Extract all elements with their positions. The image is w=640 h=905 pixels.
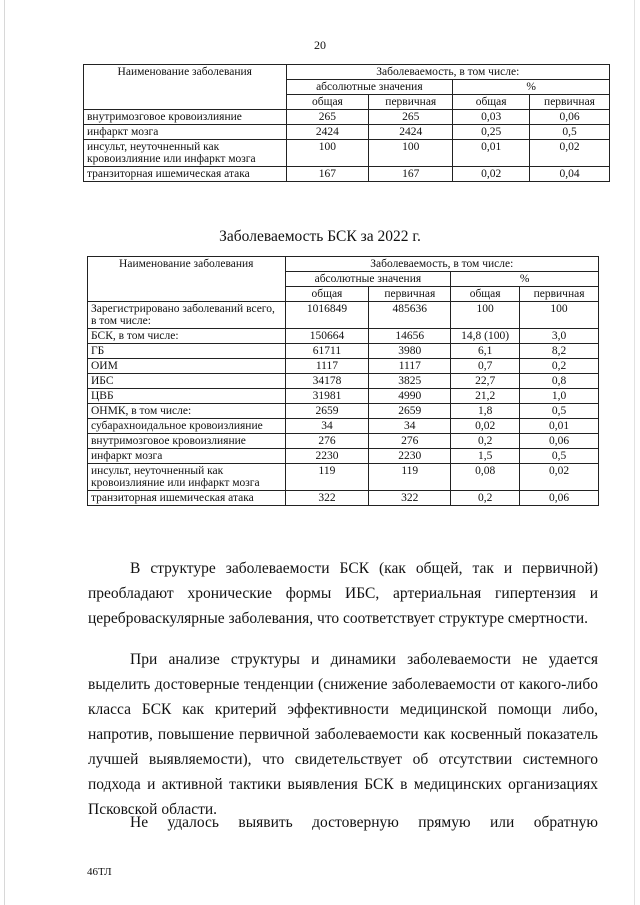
cell-primary: 100 xyxy=(369,140,453,167)
cell-total-pct: 22,7 xyxy=(451,374,520,389)
table-incidence-2022 xyxy=(87,256,599,506)
table-row xyxy=(88,302,599,329)
cell-total: 61711 xyxy=(285,344,369,359)
cell-primary-pct: 0,8 xyxy=(520,374,599,389)
cell-primary-pct: 0,04 xyxy=(530,167,610,182)
header-primary: первичная xyxy=(369,287,451,302)
table-row xyxy=(88,491,599,506)
paragraph-structure: В структуре заболеваемости БСК (как общей, так и первичной) преобладают хронические формы ИБС, артериальная гипертензия и цереброваскулярные заболевания, что соответствует структуре смертности. xyxy=(88,560,598,627)
row-name: ГБ xyxy=(88,344,286,359)
header-primary-pct: первичная xyxy=(520,287,599,302)
cell-total: 150664 xyxy=(285,329,369,344)
header-total-pct: общая xyxy=(453,95,530,110)
table-row xyxy=(88,434,599,449)
cell-total: 31981 xyxy=(285,389,369,404)
cell-total-pct: 0,7 xyxy=(451,359,520,374)
table-row xyxy=(88,389,599,404)
cell-total-pct: 6,1 xyxy=(451,344,520,359)
cell-total-pct: 21,2 xyxy=(451,389,520,404)
cell-total: 276 xyxy=(285,434,369,449)
cell-total-pct: 100 xyxy=(451,302,520,329)
cell-primary-pct: 0,02 xyxy=(530,140,610,167)
table-row xyxy=(88,329,599,344)
cell-total-pct: 0,02 xyxy=(453,167,530,182)
header-absolute-values: абсолютные значения xyxy=(286,80,453,95)
cell-total: 167 xyxy=(286,167,369,182)
footer-code: 46ТЛ xyxy=(87,866,112,878)
cell-primary: 1117 xyxy=(369,359,451,374)
cell-primary: 2659 xyxy=(369,404,451,419)
cell-total-pct: 0,2 xyxy=(451,434,520,449)
page-edge-left xyxy=(4,0,5,905)
cell-total: 34178 xyxy=(285,374,369,389)
cell-total: 2659 xyxy=(285,404,369,419)
table-row xyxy=(84,110,610,125)
cell-total: 1016849 xyxy=(285,302,369,329)
cell-total: 2230 xyxy=(285,449,369,464)
cell-primary-pct: 3,0 xyxy=(520,329,599,344)
cell-primary-pct: 100 xyxy=(520,302,599,329)
cell-primary: 14656 xyxy=(369,329,451,344)
header-incidence: Заболеваемость, в том числе: xyxy=(286,65,609,80)
cell-primary: 167 xyxy=(369,167,453,182)
table-row xyxy=(88,464,599,491)
cell-total-pct: 0,03 xyxy=(453,110,530,125)
header-absolute-values: абсолютные значения xyxy=(285,272,451,287)
table-row xyxy=(84,125,610,140)
row-name: ИБС xyxy=(88,374,286,389)
cell-total-pct: 0,25 xyxy=(453,125,530,140)
cell-primary-pct: 0,02 xyxy=(520,464,599,491)
table-row xyxy=(88,374,599,389)
table-caption: Заболеваемость БСК за 2022 г. xyxy=(219,228,421,245)
header-incidence: Заболеваемость, в том числе: xyxy=(285,257,598,272)
row-name: ОНМК, в том числе: xyxy=(88,404,286,419)
cell-primary-pct: 0,5 xyxy=(520,449,599,464)
row-name: транзиторная ишемическая атака xyxy=(88,491,286,506)
row-name: инсульт, неуточненный как кровоизлияние или инфаркт мозга xyxy=(84,140,287,167)
cell-total: 2424 xyxy=(286,125,369,140)
cell-total: 119 xyxy=(285,464,369,491)
table-row xyxy=(84,140,610,167)
cell-primary: 2230 xyxy=(369,449,451,464)
row-name: внутримозговое кровоизлияние xyxy=(88,434,286,449)
cell-primary-pct: 0,06 xyxy=(520,434,599,449)
row-name: инсульт, неуточненный как кровоизлияние или инфаркт мозга xyxy=(88,464,286,491)
row-name: инфаркт мозга xyxy=(84,125,287,140)
table-row xyxy=(88,419,599,434)
table-row xyxy=(88,404,599,419)
header-percent: % xyxy=(453,80,610,95)
cell-primary: 2424 xyxy=(369,125,453,140)
cell-total-pct: 1,5 xyxy=(451,449,520,464)
header-total: общая xyxy=(285,287,369,302)
cell-total: 1117 xyxy=(285,359,369,374)
row-name: транзиторная ишемическая атака xyxy=(84,167,287,182)
cell-total-pct: 0,01 xyxy=(453,140,530,167)
cell-primary-pct: 0,5 xyxy=(520,404,599,419)
cell-total: 265 xyxy=(286,110,369,125)
cell-primary: 34 xyxy=(369,419,451,434)
cell-total-pct: 0,02 xyxy=(451,419,520,434)
table-row xyxy=(84,167,610,182)
row-name: субарахноидальное кровоизлияние xyxy=(88,419,286,434)
cell-total-pct: 0,2 xyxy=(451,491,520,506)
header-disease-name: Наименование заболевания xyxy=(88,257,286,302)
table-incidence-continued xyxy=(83,64,610,182)
page-number: 20 xyxy=(314,38,326,52)
row-name: Зарегистрировано заболеваний всего, в том числе: xyxy=(88,302,286,329)
cell-total-pct: 1,8 xyxy=(451,404,520,419)
cell-primary-pct: 0,06 xyxy=(530,110,610,125)
cell-primary-pct: 0,2 xyxy=(520,359,599,374)
header-primary: первичная xyxy=(369,95,453,110)
table-row xyxy=(88,449,599,464)
cell-primary: 3825 xyxy=(369,374,451,389)
header-disease-name: Наименование заболевания xyxy=(84,65,287,110)
cell-primary: 119 xyxy=(369,464,451,491)
table-row xyxy=(88,359,599,374)
cell-primary-pct: 0,01 xyxy=(520,419,599,434)
row-name: ЦВБ xyxy=(88,389,286,404)
row-name: БСК, в том числе: xyxy=(88,329,286,344)
cell-total: 34 xyxy=(285,419,369,434)
table-row xyxy=(88,344,599,359)
cell-primary-pct: 0,5 xyxy=(530,125,610,140)
row-name: инфаркт мозга xyxy=(88,449,286,464)
header-total: общая xyxy=(286,95,369,110)
page-edge-right xyxy=(634,0,635,905)
cell-primary-pct: 1,0 xyxy=(520,389,599,404)
header-total-pct: общая xyxy=(451,287,520,302)
header-percent: % xyxy=(451,272,599,287)
cell-primary: 485636 xyxy=(369,302,451,329)
cell-primary: 3980 xyxy=(369,344,451,359)
cell-primary: 265 xyxy=(369,110,453,125)
row-name: внутримозговое кровоизлияние xyxy=(84,110,287,125)
cell-primary: 322 xyxy=(369,491,451,506)
cell-total-pct: 0,08 xyxy=(451,464,520,491)
cell-primary: 276 xyxy=(369,434,451,449)
cell-total: 322 xyxy=(285,491,369,506)
paragraph-continued: Не удалось выявить достоверную прямую или обратную xyxy=(130,814,598,831)
paragraph-analysis: При анализе структуры и динамики заболеваемости не удается выделить достоверные тенденции (снижение заболеваемости от какого-либо класса БСК как критерий эффективности медицинской помощи либо, напротив, повышение первичной заболеваемости как косвенный показатель лучшей выявляемости), что свидетельствует об отсутствии системного подхода и активной тактики выявления БСК в медицинских организациях Псковской области. xyxy=(88,651,598,818)
cell-primary-pct: 8,2 xyxy=(520,344,599,359)
cell-total: 100 xyxy=(286,140,369,167)
cell-primary-pct: 0,06 xyxy=(520,491,599,506)
cell-primary: 4990 xyxy=(369,389,451,404)
cell-total-pct: 14,8 (100) xyxy=(451,329,520,344)
row-name: ОИМ xyxy=(88,359,286,374)
header-primary-pct: первичная xyxy=(530,95,610,110)
